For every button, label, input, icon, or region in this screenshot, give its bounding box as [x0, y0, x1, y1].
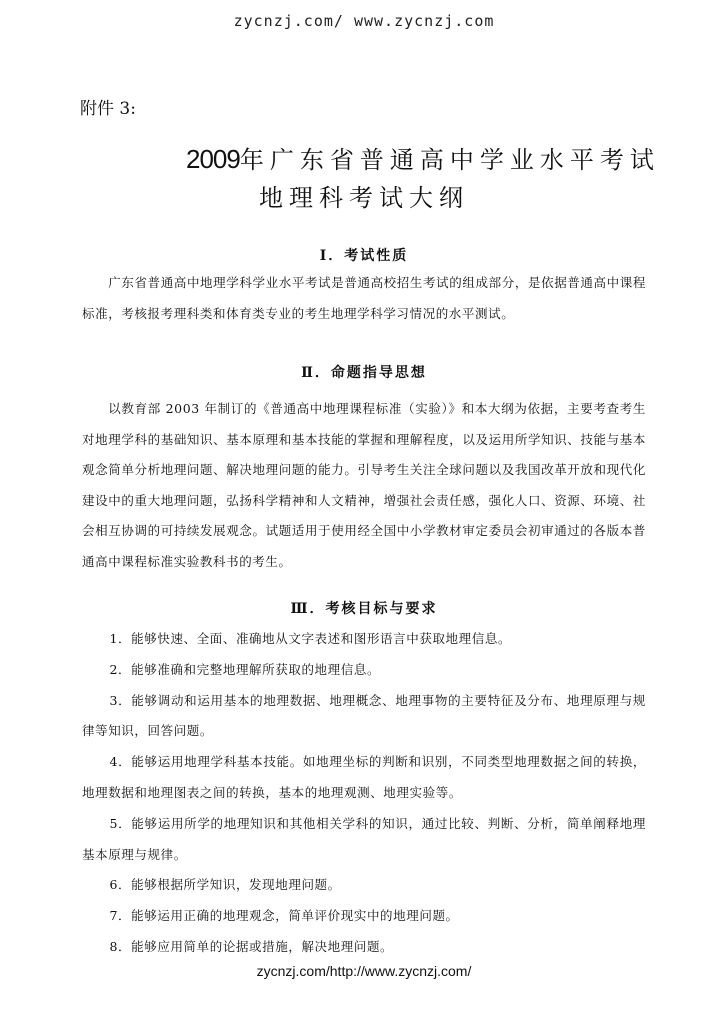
title-year: 2009 [186, 144, 240, 174]
objective-item: 6．能够根据所学知识，发现地理问题。 [109, 877, 341, 893]
page-footer-watermark: zycnzj.com/http://www.zycnzj.com/ [256, 963, 472, 979]
paragraph-exam-nature: 广东省普通高中地理学科学业水平考试是普通高校招生考试的组成部分，是依据普通高中课程标准，考核报考理科类和体育类专业的考生地理学科学习情况的水平测试。 [82, 275, 646, 321]
document-title-line-1 [186, 140, 660, 175]
objective-item: 5．能够运用所学的地理知识和其他相关学科的知识，通过比较、判断、分析，简单阐释地理基本原理与规律。 [82, 815, 646, 862]
section-heading-exam-nature: Ⅰ．考试性质 [319, 248, 409, 264]
title-line-1-text: 年广东省普通高中学业水平考试 [239, 146, 660, 174]
objective-item: 2．能够准确和完整地理解所获取的地理信息。 [109, 661, 381, 677]
paragraph-guiding-principles: 以教育部 2003 年制订的《普通高中地理课程标准（实验）》和本大纲为依据，主要考查考生对地理学科的基础知识、基本原理和基本技能的掌握和理解程度，以及运用所学知识、技能与基本观念简单分析地理问题、解决地理问题的能力。引导考生关注全球问题以及我国改革开放和现代化建设中的重大地理问题，弘扬科学精神和人文精神，增强社会责任感，强化人口、资源、环境、社会相互协调的可持续发展观念。试题适用于使用经全国中小学教材审定委员会初审通过的各版本普通高中课程标准实验教科书的考生。 [82, 401, 646, 569]
objective-item: 7．能够运用正确的地理观念，简单评价现实中的地理问题。 [109, 908, 459, 924]
document-title-line-2: 地理科考试大纲 [259, 184, 469, 212]
objectives-list [82, 624, 646, 963]
attachment-label: 附件 3: [80, 99, 136, 119]
section-heading-guiding-principles: Ⅱ．命题指导思想 [301, 365, 427, 381]
objective-item: 4．能够运用地理学科基本技能。如地理坐标的判断和识别，不同类型地理数据之间的转换，地理数据和地理图表之间的转换，基本的地理观测、地理实验等。 [82, 754, 646, 800]
page-header-watermark: zycnzj.com/ www.zycnzj.com [233, 12, 495, 30]
section-heading-assessment-objectives: Ⅲ．考核目标与要求 [290, 601, 438, 617]
objective-item: 8．能够应用简单的论据或措施，解决地理问题。 [109, 938, 394, 954]
objective-item: 3．能够调动和运用基本的地理数据、地理概念、地理事物的主要特征及分布、地理原理与规律等知识，回答问题。 [82, 692, 646, 739]
objective-item: 1．能够快速、全面、准确地从文字表述和图形语言中获取地理信息。 [109, 631, 512, 646]
